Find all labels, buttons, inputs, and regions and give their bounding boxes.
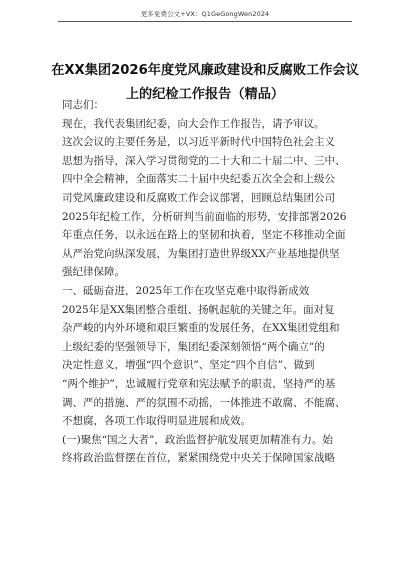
title-line: 上的纪检工作报告（精品） — [125, 87, 285, 102]
text-line: 从严治党向纵深发展，为集团打造世界级XX产业基地提供坚 — [62, 247, 340, 260]
text-line: 终将政治监督摆在首位，紧紧围绕党中央关于保障国家战略 — [62, 452, 335, 465]
paragraph — [62, 115, 352, 134]
text-line: 调、严的措施、严的氛围不动摇，一体推进不敢腐、不能腐、 — [62, 396, 346, 409]
text-line: 年重点任务，以永远在路上的坚韧和执着，坚定不移推动全面 — [62, 229, 346, 242]
header-note: 更多免费公文+VX：Q1GeGongWen2024 — [140, 10, 270, 18]
paragraph — [62, 301, 352, 431]
text-line: (一)聚焦“国之大者”，政治监督护航发展更加精准有力。始 — [62, 433, 333, 446]
section-heading — [62, 282, 352, 301]
paragraph — [62, 431, 352, 468]
text-line: 四中全会精神，全面落实二十届中央纪委五次全会和上级公 — [62, 173, 335, 186]
text-line: 强纪律保障。 — [62, 266, 125, 279]
text-line: 上级纪委的坚强领导下，集团纪委深刻领悟“两个确立”的 — [62, 340, 325, 353]
text-line: 2025年纪检工作，分析研判当前面临的形势，安排部署2026 — [62, 210, 347, 223]
text-line: 同志们： — [62, 99, 104, 111]
text-line: “两个维护”，忠诚履行党章和宪法赋予的职责，坚持严的基 — [62, 377, 336, 390]
document-body — [62, 96, 352, 468]
salutation — [62, 96, 352, 115]
text-line: 这次会议的主要任务是，以习近平新时代中国特色社会主义 — [62, 136, 335, 149]
text-line: 不想腐，各项工作取得明显进展和成效。 — [62, 415, 251, 428]
text-line: 决定性意义，增强“四个意识”、坚定“四个自信”、做到 — [62, 359, 315, 372]
text-line: 现在，我代表集团纪委，向大会作工作报告，请予审议。 — [62, 117, 325, 130]
text-line: 思想为指导，深入学习贯彻党的二十大和二十届二中、三中、 — [62, 154, 346, 167]
title-line: 在XX集团2026年度党风廉政建设和反腐败工作会议 — [51, 63, 359, 78]
text-line: 2025年是XX集团整合重组、扬帆起航的关键之年。面对复 — [62, 303, 335, 316]
text-line: 一、砥砺奋进，2025年工作在攻坚克难中取得新成效 — [62, 284, 310, 297]
paragraph — [62, 133, 352, 282]
header-divider — [58, 21, 352, 22]
text-line: 司党风廉政建设和反腐败工作会议部署，回顾总结集团公司 — [62, 191, 335, 204]
text-line: 杂严峻的内外环境和艰巨繁重的发展任务，在XX集团党组和 — [62, 322, 340, 335]
